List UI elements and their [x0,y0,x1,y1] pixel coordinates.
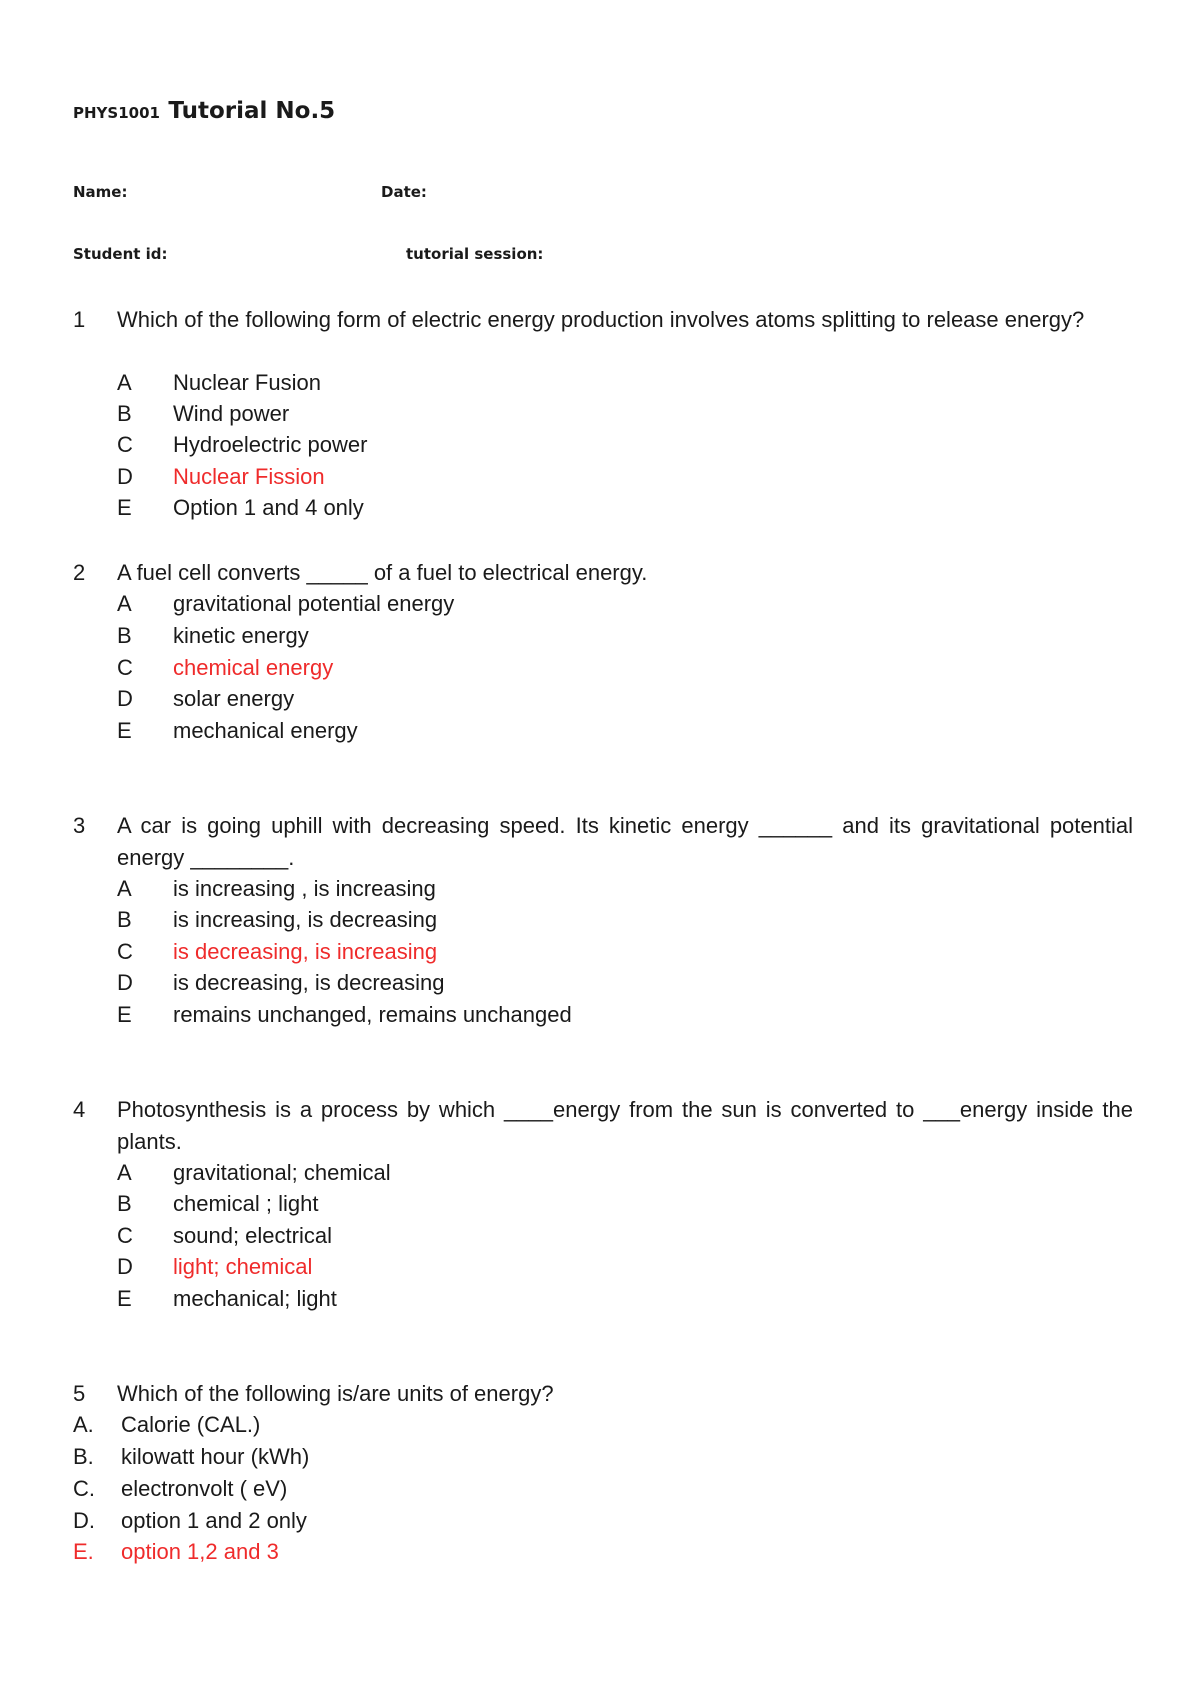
correct-answer-text: is decreasing, is increasing [173,939,438,964]
option-text: kilowatt hour (kWh) [121,1444,310,1469]
correct-answer-text: chemical energy [173,655,334,680]
date-label: Date: [381,183,427,201]
question-text: A car is going uphill with decreasing speed. Its kinetic energy ______ and its gravitational potential energy ________. [117,813,1133,870]
student-id-label: Student id: [73,245,168,263]
option-text: is decreasing, is decreasing [173,970,445,995]
tutorial-session-label: tutorial session: [406,245,544,263]
option-text: sound; electrical [173,1223,332,1248]
option-letter: A [117,370,132,395]
option-letter: A [117,876,132,901]
option-letter: D. [73,1508,95,1533]
question-number: 5 [73,1381,86,1406]
option-letter: D [117,970,133,995]
option-text: Nuclear Fusion [173,370,321,395]
correct-answer-text: Nuclear Fission [173,464,325,489]
option-letter: E. [73,1539,94,1564]
tutorial-title: Tutorial No.5 [168,98,336,124]
option-letter: B [117,623,132,648]
option-text: option 1 and 2 only [121,1508,307,1533]
question-text: Photosynthesis is a process by which ____energy from the sun is converted to ___energy inside the plants. [117,1097,1133,1154]
option-text: solar energy [173,686,295,711]
option-text: Wind power [173,401,290,426]
option-letter: C [117,432,133,457]
option-letter: E [117,1002,132,1027]
option-text: mechanical energy [173,718,358,743]
document-heading [73,98,335,124]
option-letter: B. [73,1444,94,1469]
correct-answer-text: option 1,2 and 3 [121,1539,279,1564]
option-text: is increasing , is increasing [173,876,436,901]
name-label: Name: [73,183,128,201]
question-text: Which of the following is/are units of energy? [117,1381,554,1406]
option-letter: B [117,907,132,932]
option-letter: B [117,401,132,426]
option-letter: C [117,655,133,680]
question-number: 3 [73,813,86,838]
option-letter: D [117,1254,133,1279]
option-text: chemical ; light [173,1191,319,1216]
option-letter: A [117,591,132,616]
option-text: kinetic energy [173,623,309,648]
option-letter: C. [73,1476,95,1501]
course-code: PHYS1001 [73,104,160,122]
option-letter: C [117,939,133,964]
question-text: A fuel cell converts _____ of a fuel to electrical energy. [117,560,648,585]
option-text: remains unchanged, remains unchanged [173,1002,572,1027]
question-text: Which of the following form of electric energy production involves atoms splitting to release energy? [117,307,1085,332]
option-letter: C [117,1223,133,1248]
option-text: gravitational; chemical [173,1160,391,1185]
option-text: is increasing, is decreasing [173,907,438,932]
correct-answer-text: light; chemical [173,1254,313,1279]
option-letter: E [117,495,132,520]
option-letter: B [117,1191,132,1216]
option-letter: E [117,1286,132,1311]
option-letter: A [117,1160,132,1185]
question-number: 4 [73,1097,86,1122]
question-number: 1 [73,307,86,332]
option-text: mechanical; light [173,1286,337,1311]
option-letter: A. [73,1412,94,1437]
option-letter: D [117,686,133,711]
option-text: Calorie (CAL.) [121,1412,261,1437]
option-letter: E [117,718,132,743]
option-text: electronvolt ( eV) [121,1476,288,1501]
option-letter: D [117,464,133,489]
option-text: Hydroelectric power [173,432,368,457]
option-text: gravitational potential energy [173,591,455,616]
question-number: 2 [73,560,86,585]
option-text: Option 1 and 4 only [173,495,364,520]
